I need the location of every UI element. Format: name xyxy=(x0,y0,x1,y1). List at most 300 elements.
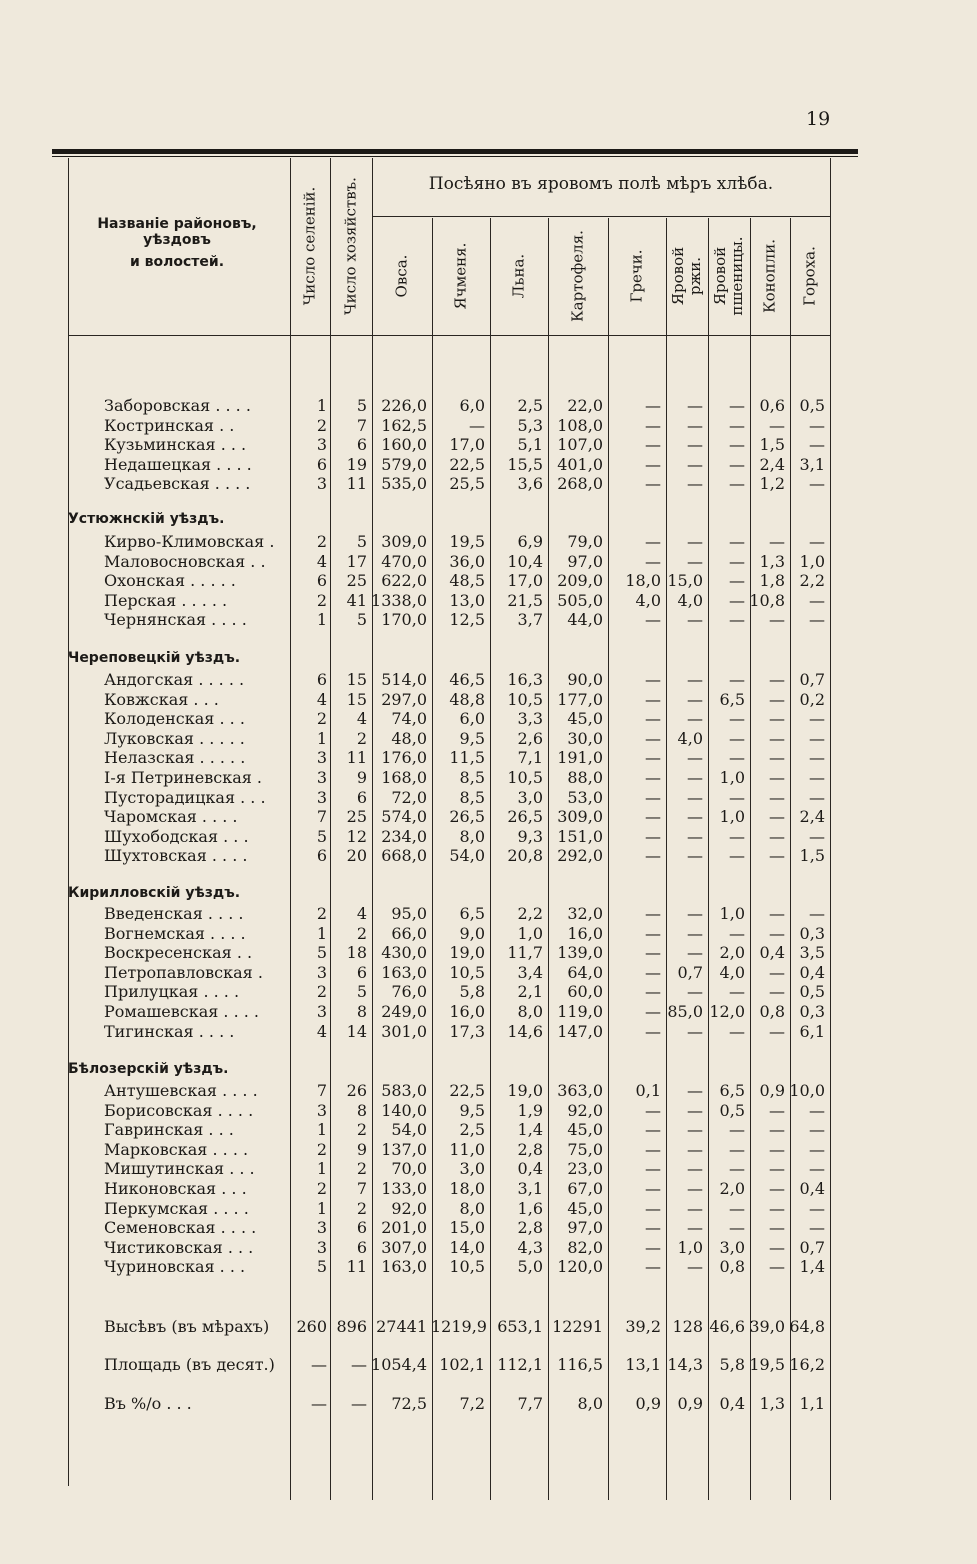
cell-value: 535,0 xyxy=(381,474,427,493)
cell-value: 18,0 xyxy=(449,1179,485,1198)
cell-value: 92,0 xyxy=(567,1101,603,1120)
table-row xyxy=(0,904,977,924)
cell-value: 201,0 xyxy=(381,1218,427,1237)
cell-value: 2,5 xyxy=(459,1120,485,1139)
cell-value: 112,1 xyxy=(497,1355,543,1374)
cell-value: — xyxy=(729,435,745,454)
cell-value: 72,5 xyxy=(391,1394,427,1413)
cell-value: 3 xyxy=(316,435,327,454)
cell-value: — xyxy=(687,1101,703,1120)
cell-value: 8 xyxy=(356,1101,367,1120)
cell-value: 6 xyxy=(316,455,327,474)
cell-value: — xyxy=(729,1218,745,1237)
cell-value: — xyxy=(729,729,745,748)
cell-value: 6,0 xyxy=(459,396,485,415)
cell-value: 6,0 xyxy=(459,709,485,728)
cell-value: 309,0 xyxy=(381,532,427,551)
cell-value: 120,0 xyxy=(557,1257,603,1276)
cell-value: — xyxy=(645,610,661,629)
cell-value: 3 xyxy=(316,474,327,493)
table-row xyxy=(0,552,977,572)
cell-value: — xyxy=(469,416,485,435)
cell-value: — xyxy=(687,827,703,846)
row-label: Чернянская . . . . xyxy=(104,610,247,629)
cell-value: — xyxy=(769,416,785,435)
cell-value: 11,5 xyxy=(449,748,485,767)
row-label: Введенская . . . . xyxy=(104,904,244,923)
cell-value: 6 xyxy=(356,788,367,807)
cell-value: — xyxy=(809,532,825,551)
cell-value: 74,0 xyxy=(391,709,427,728)
cell-value: 0,9 xyxy=(635,1394,661,1413)
total-row xyxy=(0,1317,977,1337)
row-label: Никоновская . . . xyxy=(104,1179,247,1198)
cell-value: 7 xyxy=(356,1179,367,1198)
cell-value: — xyxy=(729,924,745,943)
cell-value: 5,0 xyxy=(517,1257,543,1276)
header-crop-3: Картофеля. xyxy=(568,230,587,322)
cell-value: 39,2 xyxy=(625,1317,661,1336)
cell-value: — xyxy=(645,1022,661,1041)
cell-value: 2 xyxy=(316,591,327,610)
cell-value: 0,3 xyxy=(799,1002,825,1021)
cell-value: 2,2 xyxy=(799,571,825,590)
cell-value: — xyxy=(687,610,703,629)
cell-value: 3,4 xyxy=(517,963,543,982)
cell-value: 8,0 xyxy=(459,827,485,846)
cell-value: 653,1 xyxy=(497,1317,543,1336)
cell-value: 0,4 xyxy=(759,943,785,962)
cell-value: — xyxy=(729,982,745,1001)
total-row xyxy=(0,1394,977,1414)
cell-value: 6,5 xyxy=(719,690,745,709)
cell-value: — xyxy=(645,552,661,571)
cell-value: 1,5 xyxy=(799,846,825,865)
section-title: Череповецкій уѣздъ. xyxy=(68,650,241,666)
cell-value: 82,0 xyxy=(567,1238,603,1257)
cell-value: 140,0 xyxy=(381,1101,427,1120)
cell-value: 7 xyxy=(316,807,327,826)
cell-value: 4,0 xyxy=(677,729,703,748)
table-row xyxy=(0,1140,977,1160)
grid-hline-header xyxy=(68,335,830,336)
cell-value: 48,8 xyxy=(449,690,485,709)
cell-value: 45,0 xyxy=(567,1199,603,1218)
cell-value: 668,0 xyxy=(381,846,427,865)
table-row xyxy=(0,1081,977,1101)
header-name-line2: и волостей. xyxy=(129,254,225,270)
cell-value: 579,0 xyxy=(381,455,427,474)
cell-value: — xyxy=(769,1238,785,1257)
cell-value: 0,9 xyxy=(677,1394,703,1413)
cell-value: — xyxy=(687,943,703,962)
cell-value: — xyxy=(645,435,661,454)
cell-value: — xyxy=(687,474,703,493)
row-label: Высѣвъ (въ мѣрахъ) xyxy=(104,1317,270,1336)
row-label: Прилуцкая . . . . xyxy=(104,982,240,1001)
cell-value: 3 xyxy=(316,1002,327,1021)
row-label: Усадьевская . . . . xyxy=(104,474,251,493)
cell-value: — xyxy=(645,943,661,962)
cell-value: 6 xyxy=(356,963,367,982)
cell-value: — xyxy=(645,904,661,923)
cell-value: — xyxy=(729,416,745,435)
cell-value: — xyxy=(809,1199,825,1218)
cell-value: 102,1 xyxy=(439,1355,485,1374)
cell-value: 5 xyxy=(316,827,327,846)
cell-value: 301,0 xyxy=(381,1022,427,1041)
row-label: Кузьминская . . . xyxy=(104,435,247,454)
cell-value: 2 xyxy=(356,1199,367,1218)
cell-value: 16,3 xyxy=(507,670,543,689)
cell-value: 22,5 xyxy=(449,455,485,474)
cell-value: — xyxy=(729,709,745,728)
row-label: Антушевская . . . . xyxy=(104,1081,258,1100)
row-label: Шухободская . . . xyxy=(104,827,249,846)
cell-value: 3,5 xyxy=(799,943,825,962)
cell-value: 14 xyxy=(346,1022,367,1041)
table-row xyxy=(0,1218,977,1238)
cell-value: — xyxy=(687,1081,703,1100)
cell-value: — xyxy=(729,1022,745,1041)
table-row xyxy=(0,1257,977,1277)
cell-value: 19,0 xyxy=(507,1081,543,1100)
cell-value: 1,2 xyxy=(759,474,785,493)
cell-value: 4,0 xyxy=(635,591,661,610)
row-label: Заборовская . . . . xyxy=(104,396,251,415)
cell-value: — xyxy=(769,532,785,551)
cell-value: — xyxy=(311,1394,327,1413)
cell-value: — xyxy=(645,1199,661,1218)
cell-value: 622,0 xyxy=(381,571,427,590)
cell-value: 0,4 xyxy=(799,1179,825,1198)
table-row xyxy=(0,610,977,630)
cell-value: 88,0 xyxy=(567,768,603,787)
cell-value: 53,0 xyxy=(567,788,603,807)
cell-value: 1,0 xyxy=(517,924,543,943)
cell-value: 46,5 xyxy=(449,670,485,689)
cell-value: 3,0 xyxy=(459,1159,485,1178)
cell-value: — xyxy=(687,690,703,709)
cell-value: 151,0 xyxy=(557,827,603,846)
table-row xyxy=(0,396,977,416)
cell-value: 17 xyxy=(346,552,367,571)
cell-value: — xyxy=(769,788,785,807)
cell-value: 4 xyxy=(316,690,327,709)
cell-value: 39,0 xyxy=(749,1317,785,1336)
cell-value: 54,0 xyxy=(391,1120,427,1139)
cell-value: 45,0 xyxy=(567,1120,603,1139)
cell-value: 32,0 xyxy=(567,904,603,923)
cell-value: 5 xyxy=(356,982,367,1001)
cell-value: 17,0 xyxy=(507,571,543,590)
cell-value: 2 xyxy=(316,1140,327,1159)
cell-value: — xyxy=(687,1199,703,1218)
top-rule-thick xyxy=(52,149,858,154)
cell-value: 6,5 xyxy=(459,904,485,923)
cell-value: — xyxy=(729,846,745,865)
cell-value: 14,3 xyxy=(667,1355,703,1374)
cell-value: 10,8 xyxy=(749,591,785,610)
cell-value: 12 xyxy=(346,827,367,846)
row-label: Андогская . . . . . xyxy=(104,670,245,689)
cell-value: 0,8 xyxy=(719,1257,745,1276)
row-label: Нелазская . . . . . xyxy=(104,748,246,767)
cell-value: 0,5 xyxy=(719,1101,745,1120)
cell-value: — xyxy=(769,924,785,943)
row-label: Ковжская . . . xyxy=(104,690,219,709)
cell-value: — xyxy=(645,1159,661,1178)
cell-value: 2,8 xyxy=(517,1218,543,1237)
cell-value: 3,7 xyxy=(517,610,543,629)
row-label: Мишутинская . . . xyxy=(104,1159,255,1178)
cell-value: — xyxy=(729,1140,745,1159)
cell-value: 0,7 xyxy=(799,670,825,689)
cell-value: — xyxy=(729,552,745,571)
header-crop-6: Яровой пшеницы. xyxy=(711,236,746,316)
cell-value: 45,0 xyxy=(567,709,603,728)
row-label: Марковская . . . . xyxy=(104,1140,249,1159)
header-sown-title: Посѣяно въ яровомъ полѣ мѣръ хлѣба. xyxy=(428,174,774,194)
cell-value: — xyxy=(809,768,825,787)
cell-value: 307,0 xyxy=(381,1238,427,1257)
cell-value: 8,0 xyxy=(577,1394,603,1413)
cell-value: 3 xyxy=(316,1218,327,1237)
cell-value: 4 xyxy=(316,552,327,571)
cell-value: 25 xyxy=(346,807,367,826)
table-row xyxy=(0,1179,977,1199)
cell-value: 26,5 xyxy=(449,807,485,826)
cell-value: — xyxy=(645,1238,661,1257)
cell-value: 15,0 xyxy=(449,1218,485,1237)
cell-value: 0,5 xyxy=(799,396,825,415)
header-crop-7: Конопли. xyxy=(760,239,779,313)
table-row xyxy=(0,1120,977,1140)
cell-value: — xyxy=(769,670,785,689)
cell-value: — xyxy=(687,1159,703,1178)
table-row xyxy=(0,670,977,690)
cell-value: — xyxy=(729,396,745,415)
row-label: Чуриновская . . . xyxy=(104,1257,246,1276)
cell-value: 1,4 xyxy=(799,1257,825,1276)
cell-value: 9 xyxy=(356,1140,367,1159)
cell-value: 60,0 xyxy=(567,982,603,1001)
cell-value: 7 xyxy=(316,1081,327,1100)
table-row xyxy=(0,943,977,963)
cell-value: 1,0 xyxy=(719,904,745,923)
cell-value: 2 xyxy=(356,1159,367,1178)
cell-value: 2,4 xyxy=(799,807,825,826)
cell-value: 21,5 xyxy=(507,591,543,610)
cell-value: 0,6 xyxy=(759,396,785,415)
cell-value: 1,0 xyxy=(719,768,745,787)
cell-value: — xyxy=(809,416,825,435)
cell-value: — xyxy=(645,1140,661,1159)
cell-value: — xyxy=(687,670,703,689)
table-row xyxy=(0,963,977,983)
cell-value: 0,3 xyxy=(799,924,825,943)
section-title: Кирилловскій уѣздъ. xyxy=(68,885,241,901)
table-row xyxy=(0,455,977,475)
cell-value: 0,4 xyxy=(719,1394,745,1413)
cell-value: 48,5 xyxy=(449,571,485,590)
row-label: Воскресенская . . xyxy=(104,943,253,962)
cell-value: — xyxy=(809,591,825,610)
cell-value: — xyxy=(809,474,825,493)
row-label: Борисовская . . . . xyxy=(104,1101,254,1120)
cell-value: — xyxy=(645,1218,661,1237)
cell-value: — xyxy=(645,416,661,435)
cell-value: 66,0 xyxy=(391,924,427,943)
cell-value: 1,4 xyxy=(517,1120,543,1139)
cell-value: — xyxy=(645,788,661,807)
cell-value: — xyxy=(809,904,825,923)
cell-value: 268,0 xyxy=(557,474,603,493)
cell-value: 3,3 xyxy=(517,709,543,728)
cell-value: 133,0 xyxy=(381,1179,427,1198)
cell-value: 116,5 xyxy=(557,1355,603,1374)
cell-value: 2,8 xyxy=(517,1140,543,1159)
cell-value: 1,9 xyxy=(517,1101,543,1120)
cell-value: — xyxy=(809,610,825,629)
cell-value: 108,0 xyxy=(557,416,603,435)
row-label: Шухтовская . . . . xyxy=(104,846,248,865)
cell-value: 19 xyxy=(346,455,367,474)
row-label: Перкумская . . . . xyxy=(104,1199,249,1218)
cell-value: 3 xyxy=(316,788,327,807)
cell-value: — xyxy=(809,1218,825,1237)
cell-value: 11,0 xyxy=(449,1140,485,1159)
cell-value: — xyxy=(769,846,785,865)
cell-value: 209,0 xyxy=(557,571,603,590)
cell-value: 128 xyxy=(672,1317,703,1336)
table-row xyxy=(0,690,977,710)
cell-value: 5,3 xyxy=(517,416,543,435)
cell-value: 19,0 xyxy=(449,943,485,962)
cell-value: 1,3 xyxy=(759,552,785,571)
row-label: Колоденская . . . xyxy=(104,709,245,728)
cell-value: 10,0 xyxy=(789,1081,825,1100)
top-rule-thin xyxy=(52,156,858,157)
cell-value: 9,5 xyxy=(459,1101,485,1120)
cell-value: — xyxy=(769,690,785,709)
cell-value: 2,0 xyxy=(719,1179,745,1198)
cell-value: 6 xyxy=(316,571,327,590)
header-crop-5: Яровой ржи. xyxy=(669,246,704,306)
cell-value: 2,4 xyxy=(759,455,785,474)
cell-value: 363,0 xyxy=(557,1081,603,1100)
table-row xyxy=(0,416,977,436)
cell-value: 4,0 xyxy=(677,591,703,610)
cell-value: 1 xyxy=(316,1159,327,1178)
cell-value: — xyxy=(687,924,703,943)
cell-value: — xyxy=(645,729,661,748)
cell-value: 92,0 xyxy=(391,1199,427,1218)
cell-value: — xyxy=(769,610,785,629)
cell-value: 16,0 xyxy=(449,1002,485,1021)
cell-value: — xyxy=(645,748,661,767)
cell-value: 23,0 xyxy=(567,1159,603,1178)
cell-value: 2 xyxy=(316,1179,327,1198)
cell-value: — xyxy=(769,1218,785,1237)
cell-value: 26 xyxy=(346,1081,367,1100)
cell-value: 1,0 xyxy=(719,807,745,826)
cell-value: 76,0 xyxy=(391,982,427,1001)
cell-value: 97,0 xyxy=(567,552,603,571)
cell-value: 191,0 xyxy=(557,748,603,767)
header-crop-0: Овса. xyxy=(392,254,411,298)
cell-value: — xyxy=(687,807,703,826)
table-row xyxy=(0,1159,977,1179)
cell-value: — xyxy=(645,474,661,493)
cell-value: 11,7 xyxy=(507,943,543,962)
cell-value: 401,0 xyxy=(557,455,603,474)
row-label: Чистиковская . . . xyxy=(104,1238,254,1257)
cell-value: 5 xyxy=(316,943,327,962)
cell-value: 292,0 xyxy=(557,846,603,865)
cell-value: 13,1 xyxy=(625,1355,661,1374)
table-row xyxy=(0,532,977,552)
cell-value: 0,9 xyxy=(759,1081,785,1100)
cell-value: 17,0 xyxy=(449,435,485,454)
cell-value: — xyxy=(769,1022,785,1041)
table-row xyxy=(0,846,977,866)
cell-value: — xyxy=(769,1257,785,1276)
cell-value: 90,0 xyxy=(567,670,603,689)
cell-value: 2,0 xyxy=(719,943,745,962)
cell-value: 505,0 xyxy=(557,591,603,610)
cell-value: — xyxy=(769,1101,785,1120)
cell-value: 168,0 xyxy=(381,768,427,787)
cell-value: — xyxy=(769,729,785,748)
cell-value: — xyxy=(687,846,703,865)
cell-value: 107,0 xyxy=(557,435,603,454)
cell-value: 0,4 xyxy=(517,1159,543,1178)
cell-value: 170,0 xyxy=(381,610,427,629)
cell-value: 1,1 xyxy=(799,1394,825,1413)
table-row xyxy=(0,982,977,1002)
cell-value: 5,8 xyxy=(459,982,485,1001)
cell-value: 1219,9 xyxy=(431,1317,487,1336)
cell-value: 6 xyxy=(316,846,327,865)
cell-value: — xyxy=(687,1218,703,1237)
cell-value: — xyxy=(687,435,703,454)
cell-value: — xyxy=(809,1140,825,1159)
total-row xyxy=(0,1355,977,1375)
cell-value: — xyxy=(769,1199,785,1218)
cell-value: — xyxy=(729,591,745,610)
cell-value: 3 xyxy=(316,1101,327,1120)
cell-value: — xyxy=(645,768,661,787)
cell-value: 147,0 xyxy=(557,1022,603,1041)
cell-value: 0,7 xyxy=(799,1238,825,1257)
row-label: Петропавловская . xyxy=(104,963,263,982)
cell-value: — xyxy=(645,827,661,846)
cell-value: — xyxy=(645,1257,661,1276)
cell-value: 10,5 xyxy=(449,963,485,982)
cell-value: — xyxy=(809,748,825,767)
cell-value: — xyxy=(769,1159,785,1178)
table-row xyxy=(0,768,977,788)
cell-value: — xyxy=(687,1257,703,1276)
cell-value: — xyxy=(687,1022,703,1041)
cell-value: 0,5 xyxy=(799,982,825,1001)
cell-value: 6 xyxy=(356,1238,367,1257)
cell-value: — xyxy=(687,1140,703,1159)
cell-value: 1,0 xyxy=(677,1238,703,1257)
cell-value: — xyxy=(687,1120,703,1139)
cell-value: — xyxy=(645,982,661,1001)
